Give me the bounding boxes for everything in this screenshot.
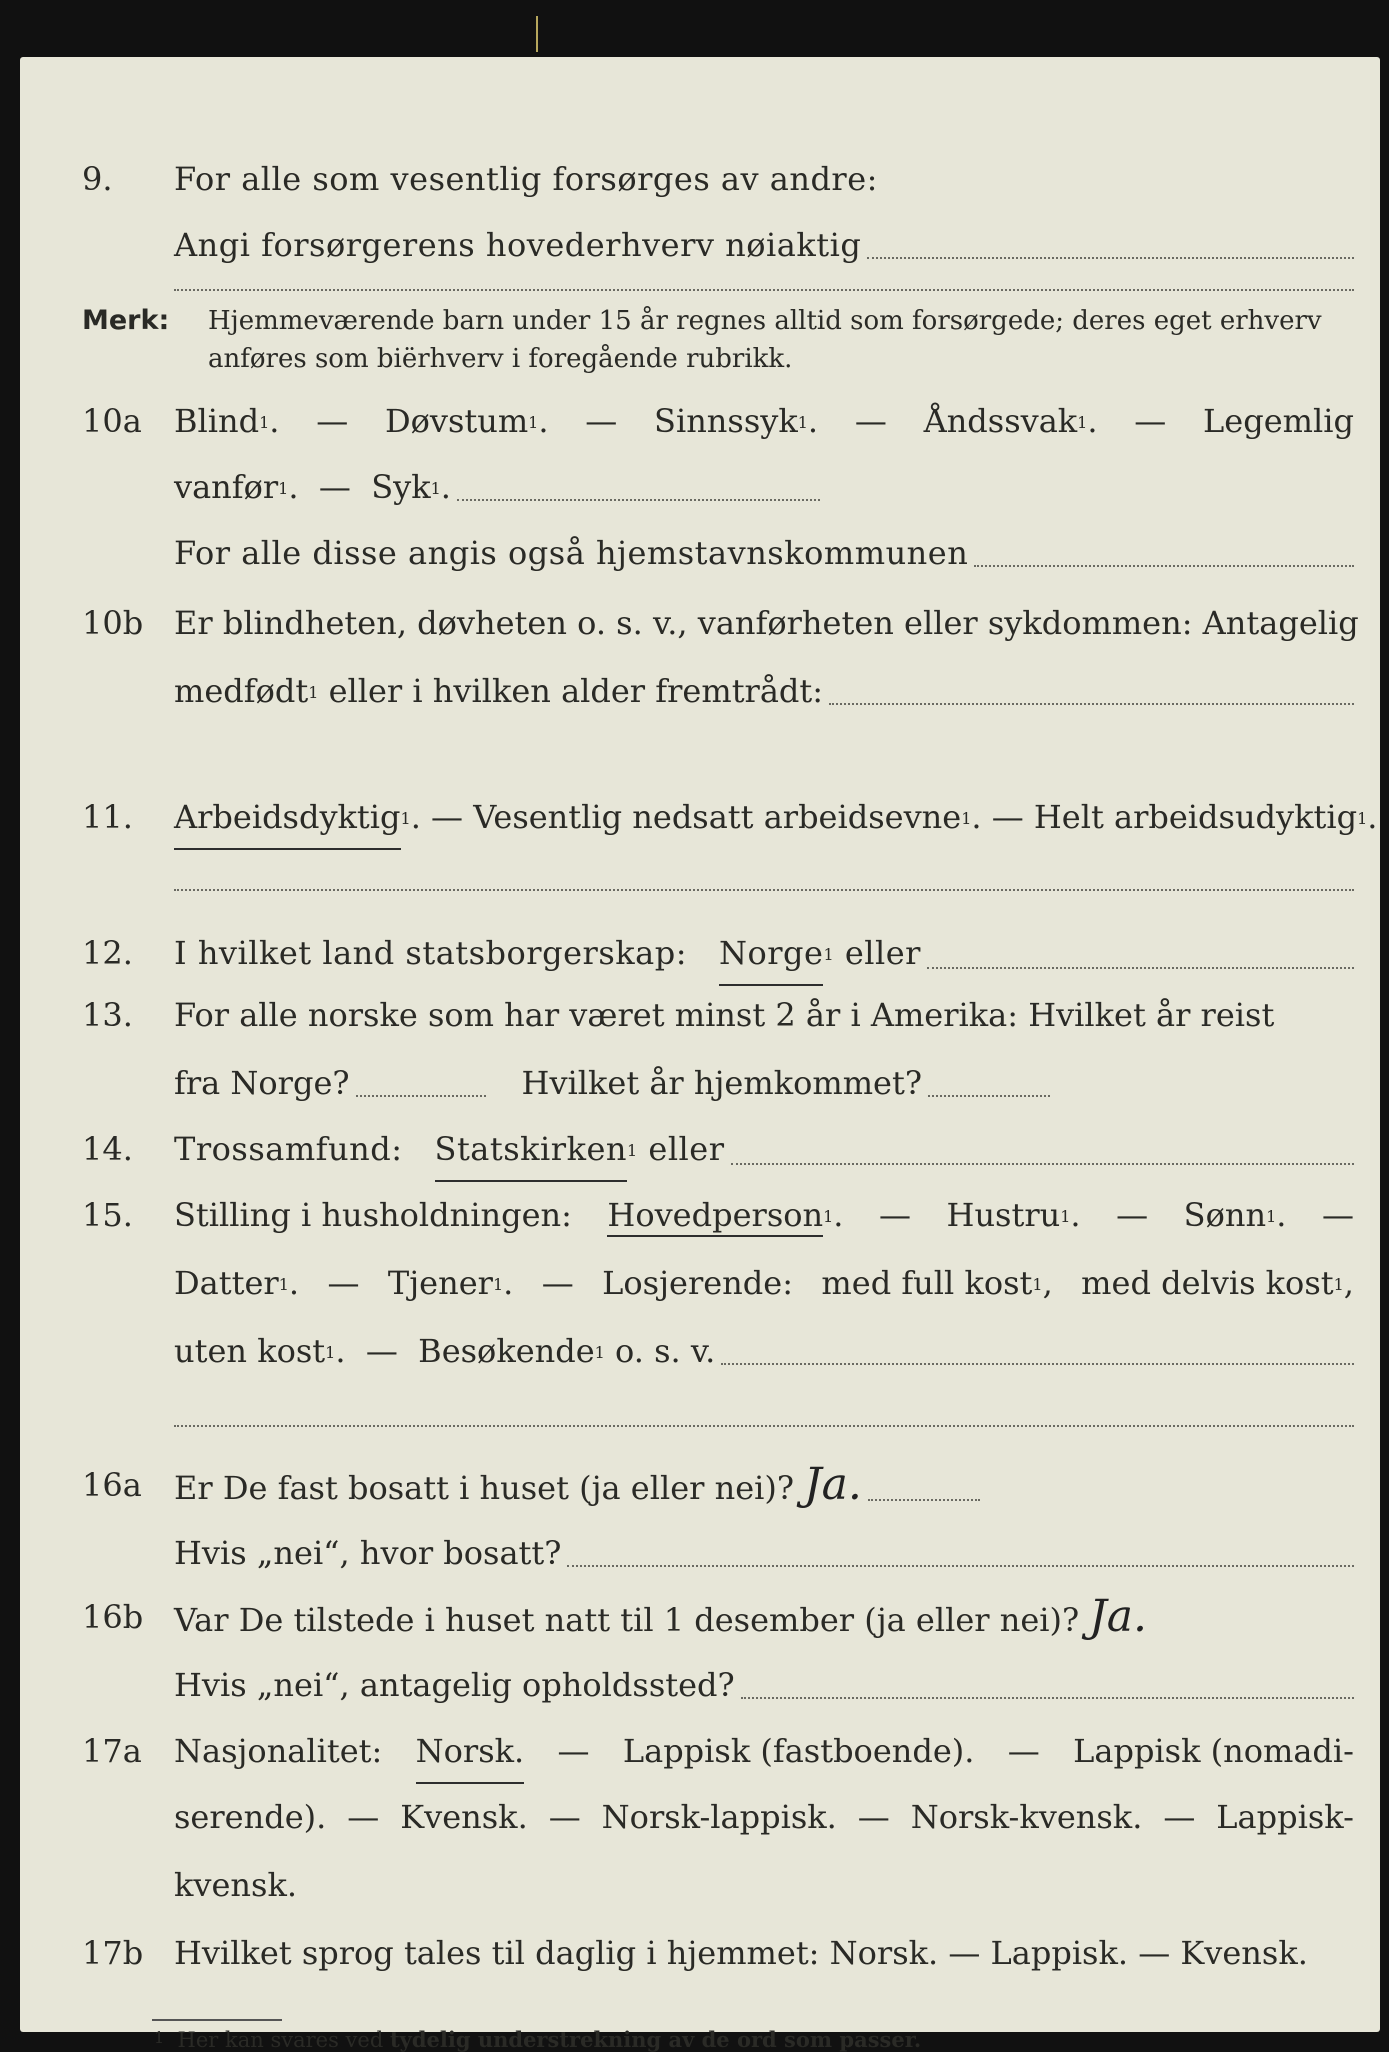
q17b-kvensk[interactable]: Kvensk. [1180,1934,1308,1972]
footnote-ref: 1 [1077,413,1088,432]
q10a-legemlig[interactable]: Legemlig [1203,402,1354,440]
q17a-number: 17a [82,1732,142,1770]
q14-row: 14. Trossamfund: Statskirken $^1$ eller [20,1119,1380,1179]
q15-osv: o. s. v. [615,1332,716,1370]
q16a-question-2: Hvis „nei“, hvor bosatt? [174,1534,562,1572]
q16b-handwritten-answer: Ja. [1089,1591,1148,1642]
q11-answer-line[interactable] [174,889,1354,891]
q17b-row [20,1923,1380,1983]
separator: — [1007,1732,1040,1770]
q15-tjener[interactable]: Tjener [387,1264,493,1302]
q9-answer-line-2[interactable] [174,289,1354,291]
q15-datter[interactable]: Datter [174,1264,279,1302]
footnote-ref: 1 [1060,1207,1071,1226]
merk-line-1: Hjemmeværende barn under 15 år regnes alltid som forsørgede; deres eget erhverv [208,306,1322,336]
footnote-mark: 1 [154,2028,165,2047]
q10b-medfodt[interactable]: medfødt [174,672,309,710]
footnote-text: Her kan svares ved [177,2028,384,2052]
q15-row-2: Datter$^1$. — Tjener$^1$. — Losjerende: med full kost$^1$, med delvis kost$^1$, [20,1253,1380,1313]
footnote-ref: 1 [1333,1275,1344,1294]
separator: — [948,1934,981,1972]
q16b-answer-line[interactable] [741,1697,1354,1699]
q15-besokende[interactable]: Besøkende [418,1332,595,1370]
q10a-sinnssyk[interactable]: Sinnssyk [654,402,798,440]
q11-number: 11. [82,798,133,836]
separator: — [991,798,1024,836]
separator: — [1134,402,1167,440]
q17b-number: 17b [82,1934,144,1972]
q15-row-1: 15. Stilling i husholdningen: Hovedperson$^1$. — Hustru$^1$. — Sønn$^1$. — [20,1185,1380,1245]
q15-hovedperson[interactable]: Hovedperson [607,1196,823,1237]
q12-norge[interactable]: Norge [719,923,823,986]
q15-answer-line-2[interactable] [174,1425,1354,1427]
separator: — [548,1798,581,1836]
q16a-row-2 [20,1523,1380,1583]
q10a-andssvak[interactable]: Åndssvak [923,402,1078,440]
q12-eller: eller [844,934,921,972]
q12-question: I hvilket land statsborgerskap: [174,934,687,972]
q15-answer-line[interactable] [721,1363,1354,1365]
separator: — [327,1264,360,1302]
q16b-row-1 [20,1587,1380,1647]
footnote-ref: 1 [278,1275,289,1294]
q14-eller: eller [648,1130,725,1168]
q13-number: 13. [82,996,133,1034]
q17a-kvensk-end[interactable]: kvensk. [174,1866,297,1904]
q17a-row-1 [20,1721,1380,1781]
q10b-row-2: medfødt $^1$ eller i hvilken alder fremtrådt: [20,661,1380,721]
separator: — [854,402,887,440]
separator: — [541,1264,574,1302]
q9-answer-line[interactable] [867,257,1354,259]
q17a-serende[interactable]: serende). [174,1798,327,1836]
q17b-label: Hvilket sprog tales til daglig i hjemmet: [174,1934,820,1972]
q11-row: 11. Arbeidsdyktig $^1$ . — Vesentlig nedsatt arbeidsevne $^1$ . — Helt arbeidsudyktig $^1$ . [20,787,1380,847]
q11-arbeidsdyktig[interactable]: Arbeidsdyktig [174,787,401,850]
separator: — [1321,1196,1354,1234]
merk-line-2: anføres som biërhverv i foregående rubrikk. [208,344,793,374]
separator: — [557,1732,590,1770]
q17a-lappisk-nomad[interactable]: Lappisk (nomadi- [1073,1732,1354,1770]
q15-full-kost[interactable]: med full kost [821,1264,1033,1302]
footnote-ref: 1 [1032,1275,1043,1294]
q9-question: For alle som vesentlig forsørges av andre: [174,160,878,198]
q10b-answer-line[interactable] [829,703,1354,705]
footnote-ref: 1 [797,413,808,432]
q17a-norsk[interactable]: Norsk. [416,1721,525,1784]
q16a-bosatt-line[interactable] [567,1565,1354,1567]
q16b-row-2 [20,1655,1380,1715]
q10b-question-2: eller i hvilken alder fremtrådt: [328,672,824,710]
q16b-question-2: Hvis „nei“, antagelig opholdssted? [174,1666,735,1704]
merk-label: Merk: [82,305,170,336]
q16b-number: 16b [82,1598,144,1636]
q15-delvis-kost[interactable]: med delvis kost [1081,1264,1334,1302]
q15-number: 15. [82,1196,133,1234]
q10a-blind[interactable]: Blind [174,402,260,440]
census-form-page [20,57,1380,2052]
q16a-answer-line[interactable] [868,1499,980,1501]
merk-note [82,302,1322,374]
q10a-row-3 [20,523,1380,583]
q10a-row-1: 10a Blind$^1$. — Døvstum$^1$. — Sinnssyk$^1$. — Åndssvak$^1$. — Legemlig [20,391,1380,451]
top-edge-mark [536,16,538,52]
q16a-row-1 [20,1455,1380,1515]
q15-hustru[interactable]: Hustru [946,1196,1061,1234]
separator: — [857,1798,890,1836]
q13-row-2 [20,1053,1380,1113]
q10b-number: 10b [82,604,144,642]
q17a-row-2 [20,1787,1380,1847]
q15-row-3: uten kost $^1$ . — Besøkende $^1$ o. s. v. [20,1321,1380,1381]
q10b-row-1 [20,593,1380,653]
footnote-ref: 1 [823,1207,834,1226]
q9-number: 9. [82,160,113,198]
footnote [154,2027,921,2052]
separator: — [347,1798,380,1836]
footnote-ref: 1 [259,413,270,432]
footnote-ref: 1 [492,1275,504,1294]
q17b-norsk[interactable]: Norsk. [829,1934,939,1972]
q15-label: Stilling i husholdningen: [174,1196,572,1234]
q12-row: 12. I hvilket land statsborgerskap: Norge $^1$ eller [20,923,1380,983]
q10a-answer-line[interactable] [457,499,820,501]
separator: — [1138,1934,1171,1972]
footnote-bold-text: tydelig understrekning av de ord som passer. [389,2027,922,2052]
separator: — [1163,1798,1196,1836]
q10a-syk[interactable]: Syk [371,468,431,506]
q9-row-2 [20,215,1380,275]
q17b-lappisk[interactable]: Lappisk. [990,1934,1129,1972]
q9-row-1 [20,149,1380,209]
q13-reist: fra Norge? [174,1064,350,1102]
footnote-rule [152,2019,282,2021]
q14-question: Trossamfund: [174,1130,403,1168]
footnote-ref: 1 [1266,1207,1277,1226]
q13-reist-line[interactable] [356,1095,486,1097]
q10a-vanfor[interactable]: vanfør [174,468,279,506]
separator: — [318,468,351,506]
q17a-norsk-kvensk[interactable]: Norsk-kvensk. [910,1798,1143,1836]
q10b-question: Er blindheten, døvheten o. s. v., vanførheten eller sykdommen: Antagelig [174,604,1359,642]
separator: — [431,798,464,836]
q10a-hjemstavn: For alle disse angis også hjemstavnskommunen [174,534,969,572]
q15-uten-kost[interactable]: uten kost [174,1332,326,1370]
q14-answer-line[interactable] [731,1163,1354,1165]
separator: — [1116,1196,1149,1234]
q9-question-2: Angi forsørgerens hovederhverv nøiaktig [174,226,862,264]
q13-question: For alle norske som har været minst 2 år i Amerika: Hvilket år reist [174,996,1275,1034]
q17a-label: Nasjonalitet: [174,1732,383,1770]
q17a-norsk-lappisk[interactable]: Norsk-lappisk. [601,1798,837,1836]
q11-nedsatt[interactable]: Vesentlig nedsatt arbeidsevne [473,798,962,836]
q17a-row-3 [20,1855,1380,1915]
q17a-lappisk-kvensk[interactable]: Lappisk- [1216,1798,1354,1836]
separator: — [879,1196,911,1234]
q14-statskirken[interactable]: Statskirken [435,1119,628,1182]
q16b-question: Var De tilstede i huset natt til 1 desember (ja eller nei)? [174,1601,1080,1639]
q17a-kvensk[interactable]: Kvensk. [400,1798,528,1836]
separator: — [316,402,349,440]
q16a-handwritten-answer: Ja. [804,1459,862,1510]
q16a-number: 16a [82,1466,142,1504]
q11-udyktig[interactable]: Helt arbeidsudyktig [1033,798,1358,836]
footnote-ref: 1 [528,413,539,432]
q13-hjemkommet: Hvilket år hjemkommet? [521,1064,922,1102]
separator: — [585,402,618,440]
q12-answer-line[interactable] [927,967,1354,969]
q10a-dovstum[interactable]: Døvstum [384,402,529,440]
q13-row-1 [20,985,1380,1045]
q15-sonn[interactable]: Sønn [1183,1196,1267,1234]
q14-number: 14. [82,1130,133,1168]
separator: — [365,1332,398,1370]
q13-hjemkommet-line[interactable] [928,1095,1050,1097]
q17a-lappisk-fast[interactable]: Lappisk (fastboende). [622,1732,975,1770]
q15-losjerende: Losjerende: [602,1264,793,1302]
q16a-question: Er De fast bosatt i huset (ja eller nei)? [174,1469,795,1507]
q10a-row-2: vanfør $^1$ . — Syk $^1$ . [20,457,1380,517]
q12-number: 12. [82,934,133,972]
q10a-hjemstavn-line[interactable] [974,565,1354,567]
q10a-number: 10a [82,402,142,440]
